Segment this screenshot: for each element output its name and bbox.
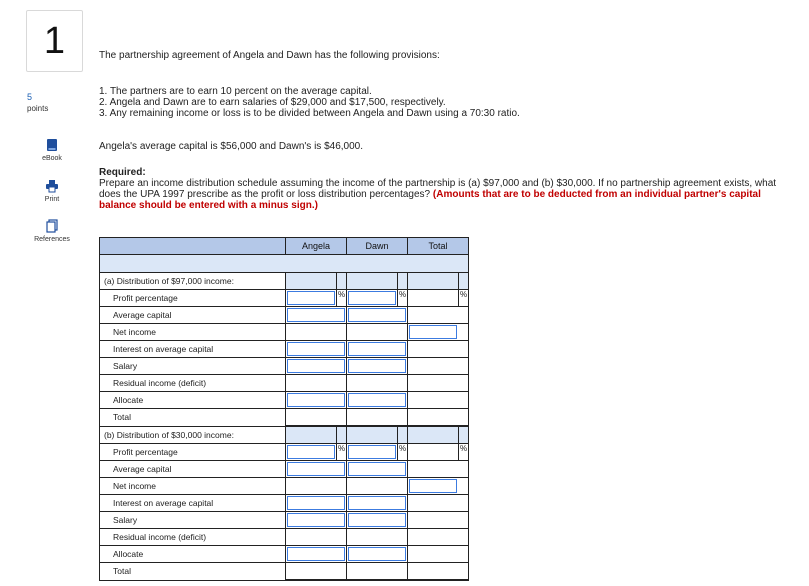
percent-sign: % [398, 290, 408, 307]
provision-1: 1. The partners are to earn 10 percent on the average capital. [99, 86, 372, 97]
percent-sign: % [459, 444, 469, 461]
percent-sign: % [337, 444, 347, 461]
a-row-residual: Residual income (deficit) [100, 375, 286, 392]
b-row-residual: Residual income (deficit) [100, 529, 286, 546]
b-dawn-interest-input[interactable] [348, 496, 406, 510]
b-angela-salary-input[interactable] [287, 513, 345, 527]
ebook-label: eBook [42, 155, 62, 162]
provision-2: 2. Angela and Dawn are to earn salaries of $29,000 and $17,500, respectively. [99, 97, 446, 108]
points-value: 5 [27, 92, 33, 102]
print-icon [45, 179, 59, 193]
a-dawn-salary-input[interactable] [348, 359, 406, 373]
b-row-net-income: Net income [100, 478, 286, 495]
a-row-allocate: Allocate [100, 392, 286, 409]
header-angela: Angela [286, 238, 347, 255]
b-row-interest: Interest on average capital [100, 495, 286, 512]
points-label: points [27, 104, 49, 113]
b-row-allocate: Allocate [100, 546, 286, 563]
references-button[interactable] [22, 219, 82, 243]
b-row-profit-percentage: Profit percentage [100, 444, 286, 461]
a-row-average-capital: Average capital [100, 307, 286, 324]
provision-3: 3. Any remaining income or loss is to be divided between Angela and Dawn using a 70:30 ratio. [99, 108, 520, 119]
a-angela-average-capital-input[interactable] [287, 308, 345, 322]
b-row-total: Total [100, 563, 286, 581]
b-total-net-income-input[interactable] [409, 479, 457, 493]
required-title: Required: [99, 167, 146, 178]
a-total-net-income-input[interactable] [409, 325, 457, 339]
a-dawn-profit-percentage-input[interactable] [348, 291, 396, 305]
references-label: References [34, 236, 70, 243]
ebook-icon [45, 138, 59, 152]
b-angela-allocate-input[interactable] [287, 547, 345, 561]
a-row-net-income: Net income [100, 324, 286, 341]
a-row-interest: Interest on average capital [100, 341, 286, 358]
references-icon [45, 219, 59, 233]
section-b-title: (b) Distribution of $30,000 income: [100, 426, 286, 444]
a-angela-profit-percentage-input[interactable] [287, 291, 335, 305]
required-text: Prepare an income distribution schedule assuming the income of the partnership is (a) $97,000 and (b) $30,000. If no partnership agreement exists, what does the UPA 1997 prescribe as the profit or loss distribution percentages? [99, 178, 777, 200]
capital-text: Angela's average capital is $56,000 and Dawn's is $46,000. [99, 141, 363, 152]
question-content [99, 50, 799, 211]
required-note: (Amounts that are to be deducted from an individual partner's capital balance should be entered with a minus sign.) [99, 189, 761, 211]
a-angela-allocate-input[interactable] [287, 393, 345, 407]
required-paragraph [99, 178, 799, 211]
a-angela-interest-input[interactable] [287, 342, 345, 356]
header-blank [100, 238, 286, 255]
b-row-salary: Salary [100, 512, 286, 529]
a-row-total: Total [100, 409, 286, 427]
b-dawn-profit-percentage-input[interactable] [348, 445, 396, 459]
print-button[interactable] [22, 179, 82, 203]
a-dawn-allocate-input[interactable] [348, 393, 406, 407]
distribution-table [99, 237, 469, 581]
percent-sign: % [337, 290, 347, 307]
header-total: Total [408, 238, 469, 255]
b-angela-average-capital-input[interactable] [287, 462, 345, 476]
intro-text: The partnership agreement of Angela and Dawn has the following provisions: [99, 50, 440, 61]
percent-sign: % [398, 444, 408, 461]
b-angela-interest-input[interactable] [287, 496, 345, 510]
ebook-button[interactable] [22, 138, 82, 162]
b-dawn-average-capital-input[interactable] [348, 462, 406, 476]
a-angela-salary-input[interactable] [287, 359, 345, 373]
a-dawn-average-capital-input[interactable] [348, 308, 406, 322]
a-row-profit-percentage: Profit percentage [100, 290, 286, 307]
header-dawn: Dawn [347, 238, 408, 255]
section-a-title: (a) Distribution of $97,000 income: [100, 273, 286, 290]
b-row-average-capital: Average capital [100, 461, 286, 478]
points-indicator [27, 92, 48, 114]
question-number: 1 [26, 10, 83, 72]
a-dawn-interest-input[interactable] [348, 342, 406, 356]
print-label: Print [44, 196, 60, 203]
b-dawn-allocate-input[interactable] [348, 547, 406, 561]
b-angela-profit-percentage-input[interactable] [287, 445, 335, 459]
a-row-salary: Salary [100, 358, 286, 375]
percent-sign: % [459, 290, 469, 307]
b-dawn-salary-input[interactable] [348, 513, 406, 527]
